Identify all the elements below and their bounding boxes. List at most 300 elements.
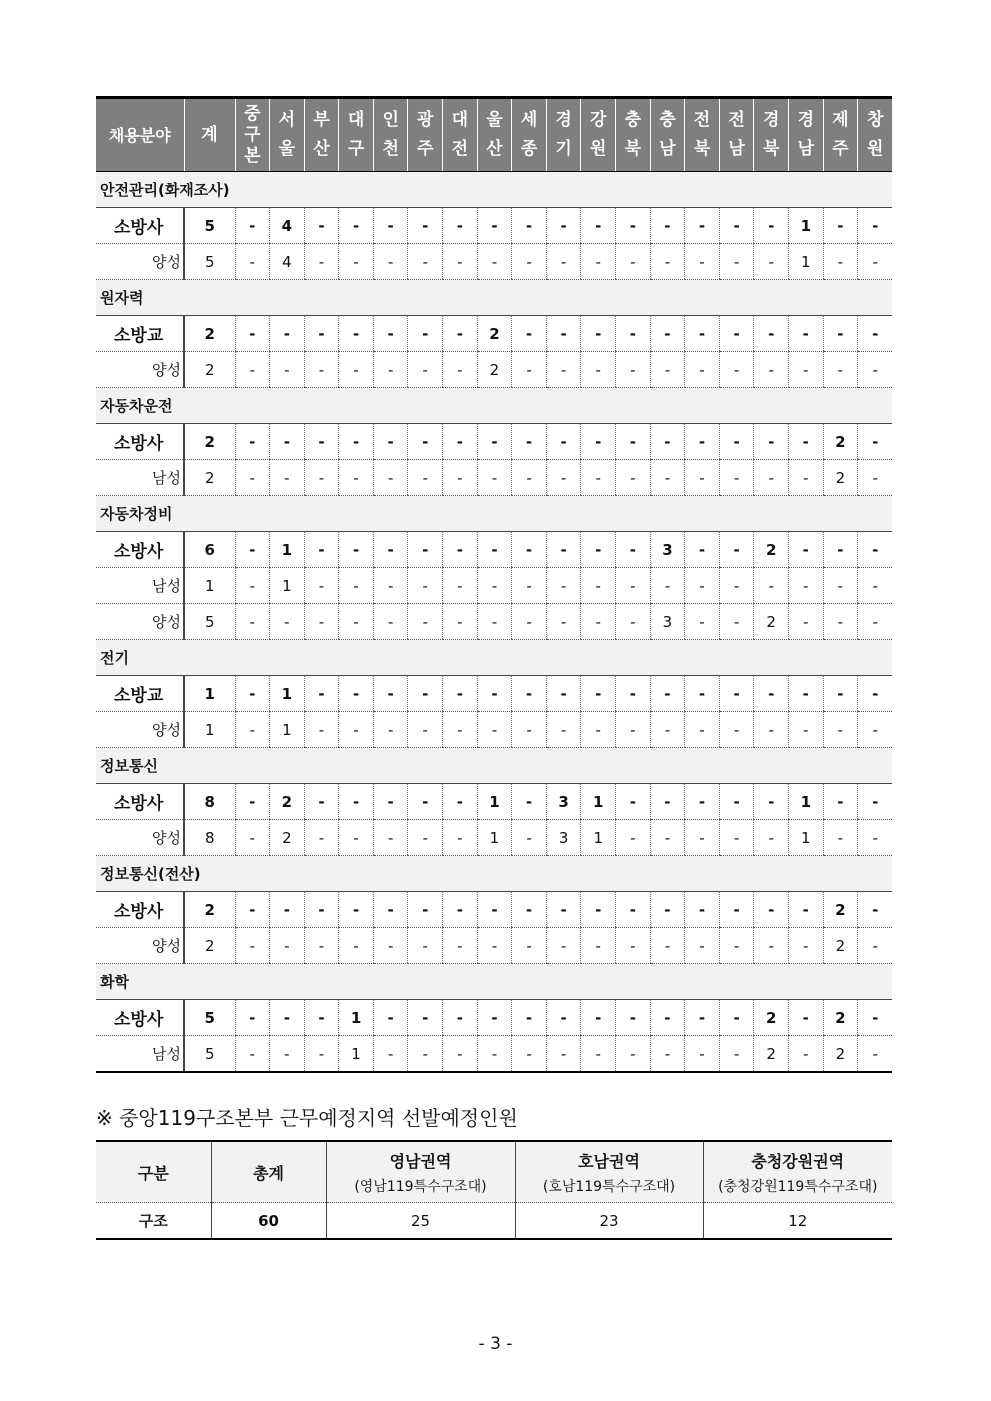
header-region-char: 울 (278, 139, 296, 159)
category-label: 정보통신(전산) (96, 856, 892, 892)
dist-header-subtitle: (호남119특수구조대) (542, 1178, 676, 1195)
header-region-label (547, 106, 581, 164)
rank-value-cell: 2 (477, 316, 512, 352)
sub-value-cell: - (304, 928, 339, 964)
header-region-char: 원 (867, 139, 884, 159)
rank-value-cell: - (235, 1000, 270, 1036)
sub-value-cell: 3 (650, 604, 685, 640)
rank-label: 소방교 (96, 676, 184, 712)
sub-value-cell: - (581, 604, 616, 640)
rank-value-cell: - (719, 892, 754, 928)
header-region-char: 울 (486, 110, 503, 130)
rank-value-cell: - (512, 208, 547, 244)
header-region-label (789, 106, 823, 164)
rank-value-cell: - (235, 676, 270, 712)
sub-value-cell: - (408, 244, 443, 280)
sub-value-cell: - (754, 460, 789, 496)
header-region-char: 북 (762, 139, 780, 159)
rank-value-cell: 3 (546, 784, 581, 820)
sub-value-cell: - (408, 604, 443, 640)
rank-value-cell: - (789, 676, 824, 712)
sub-value-cell: - (512, 820, 547, 856)
rank-value-cell: - (616, 892, 651, 928)
rank-value-cell: - (512, 892, 547, 928)
sub-value-cell: - (373, 604, 408, 640)
sub-value-cell: 1 (581, 820, 616, 856)
header-field: 채용분야 (96, 98, 184, 172)
header-region (270, 98, 305, 172)
header-region (477, 98, 512, 172)
header-region-char: 산 (486, 139, 503, 159)
header-region-label (651, 106, 685, 164)
header-region (512, 98, 547, 172)
sub-value-cell: - (616, 460, 651, 496)
rank-label: 소방교 (96, 316, 184, 352)
rank-value-cell: - (477, 1000, 512, 1036)
rank-value-cell: - (443, 676, 478, 712)
sub-label: 남성 (96, 1036, 184, 1073)
sub-label: 양성 (96, 712, 184, 748)
rank-row (96, 892, 892, 928)
rank-value-cell: - (650, 424, 685, 460)
rank-value-cell: - (512, 424, 547, 460)
sub-row (96, 568, 892, 604)
rank-value-cell: - (477, 208, 512, 244)
header-region-char: 부 (313, 110, 330, 130)
sub-value-cell: - (823, 712, 858, 748)
rank-value-cell: - (373, 892, 408, 928)
header-region-char: 인 (382, 110, 399, 130)
sub-value-cell: - (546, 244, 581, 280)
sub-value-cell: - (512, 460, 547, 496)
sub-value-cell: - (270, 460, 305, 496)
sub-label: 양성 (96, 352, 184, 388)
header-region-char: 충 (659, 110, 676, 130)
sub-value-cell: - (546, 712, 581, 748)
sub-value-cell: - (235, 460, 270, 496)
sub-value-cell: - (719, 352, 754, 388)
rank-value-cell: - (754, 316, 789, 352)
rank-value-cell: - (650, 1000, 685, 1036)
sub-total-cell: 2 (184, 460, 235, 496)
sub-value-cell: - (270, 352, 305, 388)
sub-value-cell: - (858, 928, 893, 964)
rank-value-cell: - (304, 676, 339, 712)
rank-value-cell: - (858, 784, 893, 820)
note-title: ※ 중앙119구조본부 근무예정지역 선발예정인원 (96, 1106, 518, 1130)
sub-value-cell: - (754, 352, 789, 388)
sub-value-cell: - (719, 928, 754, 964)
sub-value-cell: - (546, 928, 581, 964)
rank-value-cell: - (789, 892, 824, 928)
header-region (339, 98, 374, 172)
rank-value-cell: - (304, 208, 339, 244)
category-label: 자동차정비 (96, 496, 892, 532)
sub-value-cell: - (373, 244, 408, 280)
rank-row (96, 532, 892, 568)
sub-total-cell: 5 (184, 244, 235, 280)
sub-total-cell: 5 (184, 604, 235, 640)
sub-value-cell: - (789, 928, 824, 964)
rank-value-cell: - (546, 208, 581, 244)
sub-value-cell: - (685, 928, 720, 964)
sub-value-cell: - (339, 604, 374, 640)
dist-header-subtitle: (충청강원119특수구조대) (718, 1178, 878, 1195)
rank-value-cell: 2 (823, 892, 858, 928)
rank-value-cell: - (477, 532, 512, 568)
sub-row (96, 928, 892, 964)
sub-value-cell: - (616, 352, 651, 388)
rank-value-cell: - (719, 424, 754, 460)
rank-value-cell: - (512, 532, 547, 568)
rank-value-cell: - (304, 1000, 339, 1036)
rank-value-cell: - (408, 316, 443, 352)
rank-total-cell: 8 (184, 784, 235, 820)
sub-value-cell: - (546, 460, 581, 496)
sub-value-cell: - (685, 352, 720, 388)
sub-value-cell: - (235, 820, 270, 856)
sub-value-cell: - (373, 928, 408, 964)
dist-header-title: 구분 (137, 1163, 169, 1183)
rank-value-cell: 1 (270, 676, 305, 712)
rank-value-cell: - (304, 424, 339, 460)
header-region-label (443, 106, 477, 164)
sub-value-cell: - (304, 244, 339, 280)
rank-value-cell: - (408, 532, 443, 568)
rank-value-cell: - (616, 208, 651, 244)
rank-value-cell: - (443, 208, 478, 244)
sub-value-cell: - (477, 1036, 512, 1073)
header-region-char: 천 (382, 139, 399, 159)
sub-row (96, 244, 892, 280)
header-region-char: 제 (832, 110, 849, 130)
sub-value-cell: - (512, 1036, 547, 1073)
sub-value-cell: - (581, 460, 616, 496)
rank-value-cell: - (581, 424, 616, 460)
rank-value-cell: - (408, 784, 443, 820)
sub-value-cell: - (823, 820, 858, 856)
rank-value-cell: - (581, 316, 616, 352)
header-region-char: 주 (417, 139, 434, 159)
rank-value-cell: - (616, 1000, 651, 1036)
rank-value-cell: - (235, 424, 270, 460)
rank-value-cell: 3 (650, 532, 685, 568)
sub-value-cell: - (823, 244, 858, 280)
rank-value-cell: - (408, 424, 443, 460)
header-region-label (824, 106, 858, 164)
rank-value-cell: - (339, 784, 374, 820)
sub-value-cell: - (685, 568, 720, 604)
sub-value-cell: 2 (270, 820, 305, 856)
rank-value-cell: - (581, 1000, 616, 1036)
rank-value-cell: - (719, 208, 754, 244)
rank-value-cell: - (546, 892, 581, 928)
sub-value-cell: - (235, 244, 270, 280)
rank-label: 소방사 (96, 532, 184, 568)
category-label: 화학 (96, 964, 892, 1000)
sub-label: 양성 (96, 244, 184, 280)
sub-label: 양성 (96, 928, 184, 964)
sub-value-cell: - (443, 352, 478, 388)
rank-value-cell: - (443, 892, 478, 928)
header-region (650, 98, 685, 172)
sub-value-cell: - (546, 568, 581, 604)
header-region-char: 경 (797, 110, 815, 130)
rank-value-cell: - (304, 784, 339, 820)
rank-value-cell: - (512, 676, 547, 712)
sub-value-cell: - (477, 604, 512, 640)
rank-value-cell: - (685, 784, 720, 820)
header-region (373, 98, 408, 172)
header-region-char: 전 (728, 110, 745, 130)
header-region-char: 창 (867, 110, 884, 130)
rescue-distribution-table (96, 1140, 892, 1240)
rank-value-cell: - (754, 208, 789, 244)
header-region (616, 98, 651, 172)
sub-value-cell: - (719, 820, 754, 856)
sub-value-cell: - (339, 568, 374, 604)
sub-value-cell: - (477, 712, 512, 748)
sub-value-cell: - (685, 1036, 720, 1073)
sub-value-cell: - (304, 1036, 339, 1073)
rank-row (96, 208, 892, 244)
rank-value-cell: - (512, 1000, 547, 1036)
category-label: 자동차운전 (96, 388, 892, 424)
dist-total-cell: 60 (211, 1203, 326, 1240)
header-region-label (374, 106, 408, 164)
sub-row (96, 712, 892, 748)
sub-value-cell: - (789, 712, 824, 748)
dist-header-row (96, 1141, 892, 1203)
rank-value-cell: - (443, 316, 478, 352)
sub-value-cell: - (339, 928, 374, 964)
rank-row (96, 424, 892, 460)
header-region-char: 구 (244, 124, 261, 145)
sub-value-cell: - (650, 712, 685, 748)
rank-value-cell: - (339, 676, 374, 712)
rank-value-cell: - (754, 892, 789, 928)
rank-value-cell: - (443, 532, 478, 568)
header-region-char: 기 (555, 139, 572, 159)
header-region-char: 전 (693, 110, 711, 130)
rank-value-cell: 1 (339, 1000, 374, 1036)
category-row (96, 172, 892, 208)
rank-value-cell: - (719, 316, 754, 352)
rank-label: 소방사 (96, 892, 184, 928)
header-region-label (339, 106, 373, 164)
sub-row (96, 820, 892, 856)
rank-value-cell: - (304, 316, 339, 352)
sub-total-cell: 2 (184, 352, 235, 388)
sub-value-cell: - (235, 1036, 270, 1073)
rank-value-cell: - (581, 532, 616, 568)
sub-value-cell: - (477, 568, 512, 604)
header-region-char: 남 (797, 139, 815, 159)
sub-value-cell: - (512, 712, 547, 748)
header-region-label (720, 106, 754, 164)
rank-value-cell: - (443, 424, 478, 460)
sub-value-cell: - (650, 820, 685, 856)
header-total: 계 (184, 98, 235, 172)
header-region-char: 남 (728, 139, 745, 159)
sub-value-cell: 4 (270, 244, 305, 280)
rank-value-cell: - (373, 784, 408, 820)
rank-value-cell: - (858, 424, 893, 460)
sub-value-cell: - (581, 1036, 616, 1073)
rank-value-cell: - (685, 892, 720, 928)
rank-total-cell: 1 (184, 676, 235, 712)
rank-value-cell: - (823, 532, 858, 568)
header-region-label (270, 106, 304, 164)
rank-value-cell: - (650, 208, 685, 244)
sub-value-cell: - (304, 568, 339, 604)
header-region-label (581, 106, 615, 164)
rank-value-cell: - (235, 316, 270, 352)
sub-total-cell: 1 (184, 712, 235, 748)
rank-value-cell: - (685, 316, 720, 352)
header-region-char: 종 (520, 139, 538, 159)
rank-total-cell: 2 (184, 316, 235, 352)
sub-total-cell: 5 (184, 1036, 235, 1073)
sub-value-cell: - (235, 604, 270, 640)
rank-value-cell: - (789, 316, 824, 352)
sub-value-cell: 1 (789, 820, 824, 856)
sub-value-cell: - (650, 244, 685, 280)
sub-value-cell: - (616, 712, 651, 748)
header-region-char: 본 (244, 145, 261, 166)
rank-row (96, 1000, 892, 1036)
sub-value-cell: 2 (754, 1036, 789, 1073)
rank-value-cell: 1 (270, 532, 305, 568)
sub-row (96, 1036, 892, 1073)
sub-value-cell: - (719, 568, 754, 604)
sub-value-cell: - (270, 928, 305, 964)
rank-value-cell: - (477, 424, 512, 460)
header-region (754, 98, 789, 172)
dist-row-label: 구조 (96, 1203, 211, 1240)
rank-value-cell: - (373, 1000, 408, 1036)
rank-value-cell: - (685, 208, 720, 244)
sub-value-cell: - (789, 460, 824, 496)
rank-value-cell: - (477, 892, 512, 928)
rank-value-cell: 2 (754, 1000, 789, 1036)
rank-value-cell: - (858, 892, 893, 928)
rank-value-cell: - (546, 1000, 581, 1036)
sub-value-cell: - (512, 568, 547, 604)
rank-value-cell: - (685, 1000, 720, 1036)
rank-label: 소방사 (96, 208, 184, 244)
sub-row (96, 460, 892, 496)
dist-header-subtitle: (영남119특수구조대) (354, 1178, 487, 1195)
sub-total-cell: 8 (184, 820, 235, 856)
sub-value-cell: - (754, 244, 789, 280)
category-row (96, 856, 892, 892)
dist-header-title: 호남권역 (578, 1151, 640, 1171)
rank-total-cell: 5 (184, 208, 235, 244)
rank-value-cell: - (581, 892, 616, 928)
rank-value-cell: - (373, 532, 408, 568)
header-region-label (512, 106, 546, 164)
header-region-char: 광 (417, 110, 434, 130)
category-label: 전기 (96, 640, 892, 676)
sub-value-cell: - (719, 1036, 754, 1073)
rank-value-cell: - (408, 208, 443, 244)
sub-value-cell: - (270, 604, 305, 640)
rank-value-cell: - (616, 532, 651, 568)
sub-value-cell: - (858, 1036, 893, 1073)
rank-value-cell: - (858, 532, 893, 568)
dist-header-title: 영남권역 (389, 1151, 452, 1171)
sub-value-cell: 1 (270, 712, 305, 748)
rank-value-cell: 1 (789, 208, 824, 244)
sub-value-cell: - (373, 1036, 408, 1073)
header-region-char: 주 (832, 139, 849, 159)
header-region (823, 98, 858, 172)
sub-value-cell: - (408, 460, 443, 496)
dist-header-cell (326, 1141, 515, 1203)
dist-value-cell: 12 (703, 1203, 892, 1240)
category-row (96, 964, 892, 1000)
header-region (789, 98, 824, 172)
header-region-label (858, 106, 892, 164)
sub-value-cell: - (650, 460, 685, 496)
rank-value-cell: - (339, 208, 374, 244)
sub-total-cell: 2 (184, 928, 235, 964)
sub-label: 남성 (96, 460, 184, 496)
rank-label: 소방사 (96, 424, 184, 460)
rank-value-cell: - (408, 892, 443, 928)
sub-value-cell: - (408, 352, 443, 388)
sub-value-cell: - (304, 460, 339, 496)
category-row (96, 640, 892, 676)
category-row (96, 388, 892, 424)
sub-value-cell: 2 (754, 604, 789, 640)
header-region (408, 98, 443, 172)
header-region-label (305, 106, 339, 164)
sub-value-cell: - (339, 820, 374, 856)
header-region (581, 98, 616, 172)
category-label: 원자력 (96, 280, 892, 316)
rank-value-cell: - (373, 208, 408, 244)
sub-value-cell: - (546, 604, 581, 640)
header-region-char: 서 (278, 110, 296, 130)
dist-header-cell (211, 1141, 326, 1203)
category-label: 안전관리(화재조사) (96, 172, 892, 208)
sub-value-cell: - (858, 820, 893, 856)
rank-value-cell: - (546, 316, 581, 352)
rank-total-cell: 2 (184, 892, 235, 928)
sub-value-cell: - (443, 820, 478, 856)
sub-value-cell: - (373, 712, 408, 748)
rank-value-cell: 2 (823, 424, 858, 460)
sub-value-cell: - (650, 928, 685, 964)
header-region-char: 세 (520, 110, 538, 130)
sub-value-cell: - (789, 604, 824, 640)
rank-value-cell: - (823, 208, 858, 244)
sub-value-cell: 2 (823, 1036, 858, 1073)
dist-value-cell: 25 (326, 1203, 515, 1240)
rank-value-cell: - (304, 892, 339, 928)
rank-total-cell: 2 (184, 424, 235, 460)
sub-value-cell: - (789, 1036, 824, 1073)
sub-value-cell: - (858, 244, 893, 280)
rank-row (96, 784, 892, 820)
rank-value-cell: - (270, 316, 305, 352)
sub-value-cell: - (443, 604, 478, 640)
sub-value-cell: 2 (823, 460, 858, 496)
sub-value-cell: - (650, 352, 685, 388)
sub-value-cell: - (858, 460, 893, 496)
